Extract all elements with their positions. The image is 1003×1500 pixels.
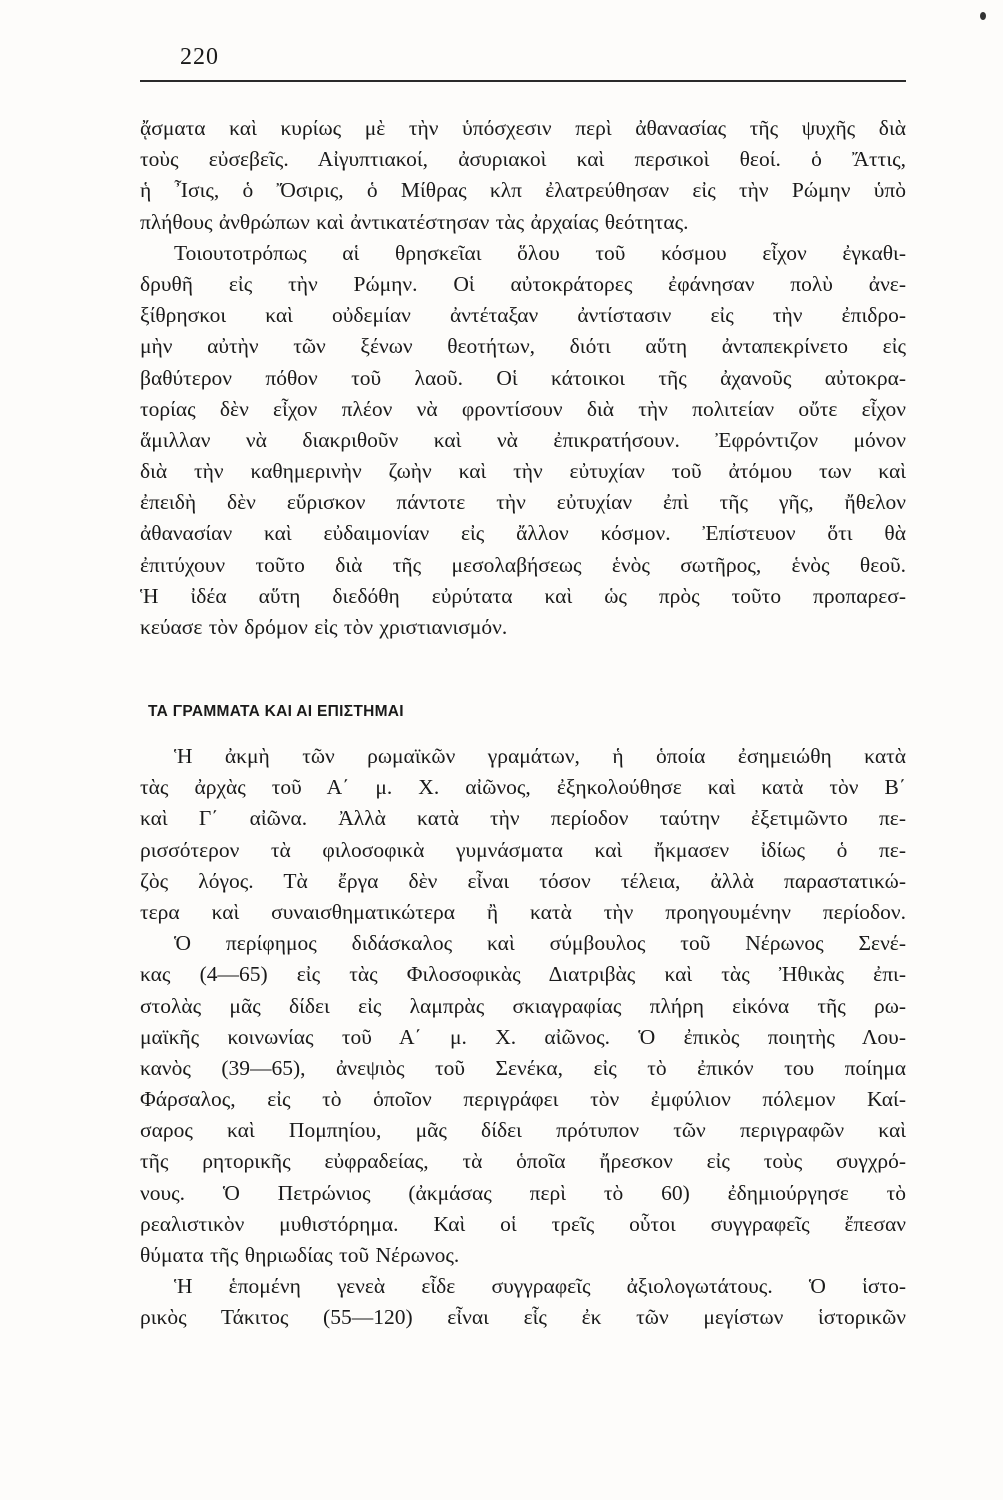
paragraph-letters [140,741,906,1334]
text-line: ρικὸς Τάκιτος (55—120) εἶναι εἷς ἐκ τῶν μεγίστων ἱστορικῶν [140,1305,906,1330]
text-line: ἅμιλλαν νὰ διακριθοῦν καὶ νὰ ἐπικρατήσουν. Ἐφρόντιζον μόνον [140,427,906,452]
text-line: ἐπιτύχουν τοῦτο διὰ τῆς μεσολαβήσεως ἑνὸς σωτῆρος, ἑνὸς θεοῦ. [140,552,906,577]
text-line: μὴν αὐτὴν τῶν ξένων θεοτήτων, διότι αὕτη ἀνταπεκρίνετο εἰς [140,334,906,359]
ink-dot [980,12,986,20]
text-line: τῆς ρητορικῆς εὐφραδείας, τὰ ὁποῖα ἤρεσκον εἰς τοὺς συγχρό- [140,1149,906,1174]
text-line: τορίας δὲν εἶχον πλέον νὰ φροντίσουν διὰ τὴν πολιτείαν οὔτε εἶχον [140,396,906,421]
text-line: ᾄσματα καὶ κυρίως μὲ τὴν ὑπόσχεσιν περὶ ἀθανασίας τῆς ψυχῆς διὰ [140,116,906,140]
text-line: τερα καὶ συναισθηματικώτερα ἢ κατὰ τὴν προηγουμένην περίοδον. [140,899,906,924]
text-line: ρισσότερον τὰ φιλοσοφικὰ γυμνάσματα καὶ ἤκμασεν ἰδίως ὁ πε- [140,837,906,862]
text-line: δρυθῆ εἰς τὴν Ρώμην. Οἱ αὐτοκράτορες ἐφάνησαν πολὺ ἀνε- [140,271,906,296]
text-line: καὶ Γ΄ αἰῶνα. Ἀλλὰ κατὰ τὴν περίοδον ταύτην ἐξετιμῶντο πε- [140,806,906,831]
text-line: μαϊκῆς κοινωνίας τοῦ Α΄ μ. Χ. αἰῶνος. Ὁ ἐπικὸς ποιητὴς Λου- [140,1024,906,1049]
text-line: Ἡ ἀκμὴ τῶν ρωμαϊκῶν γραμάτων, ἡ ὁποία ἐσημειώθη κατὰ [174,744,906,768]
text-line: κεύασε τὸν δρόμον εἰς τὸν χριστιανισμόν. [140,615,508,639]
text-line: θύματα τῆς θηριωδίας τοῦ Νέρωνος. [140,1243,460,1267]
section-heading: ΤΑ ΓΡΑΜΜΑΤΑ ΚΑΙ ΑΙ ΕΠΙΣΤΗΜΑΙ [148,703,404,720]
text-line: Ὁ περίφημος διδάσκαλος καὶ σύμβουλος τοῦ Νέρωνος Σενέ- [174,931,906,956]
text-line: ἐπειδὴ δὲν εὕρισκον πάντοτε τὴν εὐτυχίαν ἐπὶ τῆς γῆς, ἤθελον [140,490,906,515]
text-line: τοὺς εὐσεβεῖς. Αἰγυπτιακοί, ἀσυριακοὶ καὶ περσικοὶ θεοί. ὁ Ἄττις, [140,147,906,172]
text-line: Τοιουτοτρόπως αἱ θρησκεῖαι ὅλου τοῦ κόσμου εἶχον ἐγκαθι- [174,240,906,265]
text-line: διὰ τὴν καθημερινὴν ζωὴν καὶ τὴν εὐτυχίαν τοῦ ἀτόμου των καὶ [140,459,906,484]
text-line: Ἡ ἰδέα αὕτη διεδόθη εὐρύτατα καὶ ὡς πρὸς τοῦτο προπαρεσ- [140,583,906,608]
text-line: Ἡ ἑπομένη γενεὰ εἶδε συγγραφεῖς ἀξιολογωτάτους. Ὁ ἱστο- [174,1274,906,1299]
text-line: νους. Ὁ Πετρώνιος (ἀκμάσας περὶ τὸ 60) ἐδημιούργησε τὸ [140,1180,906,1205]
header-rule [140,80,906,82]
text-line: βαθύτερον πόθον τοῦ λαοῦ. Οἱ κάτοικοι τῆς ἀχανοῦς αὐτοκρα- [140,365,906,390]
text-line: τὰς ἀρχὰς τοῦ Α΄ μ. Χ. αἰῶνος, ἐξηκολούθησε καὶ κατὰ τὸν Β΄ [140,775,906,800]
text-line: κας (4—65) εἰς τὰς Φιλοσοφικὰς Διατριβὰς καὶ τὰς Ἠθικὰς ἐπι- [140,962,906,987]
text-line: ρεαλιστικὸν μυθιστόρημα. Καὶ οἱ τρεῖς οὗτοι συγγραφεῖς ἔπεσαν [140,1211,906,1236]
text-line: ἡ Ἶσις, ὁ Ὄσιρις, ὁ Μίθρας κλπ ἐλατρεύθησαν εἰς τὴν Ρώμην ὑπὸ [140,178,906,203]
text-line: ξίθρησκοι καὶ οὐδεμίαν ἀντέταξαν ἀντίστασιν εἰς τὴν ἐπιδρο- [140,303,906,328]
text-line: ἀθανασίαν καὶ εὐδαιμονίαν εἰς ἄλλον κόσμον. Ἐπίστευον ὅτι θὰ [140,521,906,546]
paragraph-religions [140,113,906,643]
page-number: 220 [180,44,219,70]
text-line: στολὰς μᾶς δίδει εἰς λαμπρὰς σκιαγραφίας πλήρη εἰκόνα τῆς ρω- [140,993,906,1018]
text-line: Φάρσαλος, εἰς τὸ ὁποῖον περιγράφει τὸν ἐμφύλιον πόλεμον Καί- [140,1087,906,1112]
text-line: σαρος καὶ Πομπηίου, μᾶς δίδει πρότυπον τῶν περιγραφῶν καὶ [140,1118,906,1143]
text-line: κανὸς (39—65), ἀνεψιὸς τοῦ Σενέκα, εἰς τὸ ἐπικόν του ποίημα [140,1055,906,1080]
text-line: ζὸς λόγος. Τὰ ἔργα δὲν εἶναι τόσον τέλεια, ἀλλὰ παραστατικώ- [140,868,906,893]
text-line: πλήθους ἀνθρώπων καὶ ἀντικατέστησαν τὰς ἀρχαίας θεότητας. [140,209,689,234]
